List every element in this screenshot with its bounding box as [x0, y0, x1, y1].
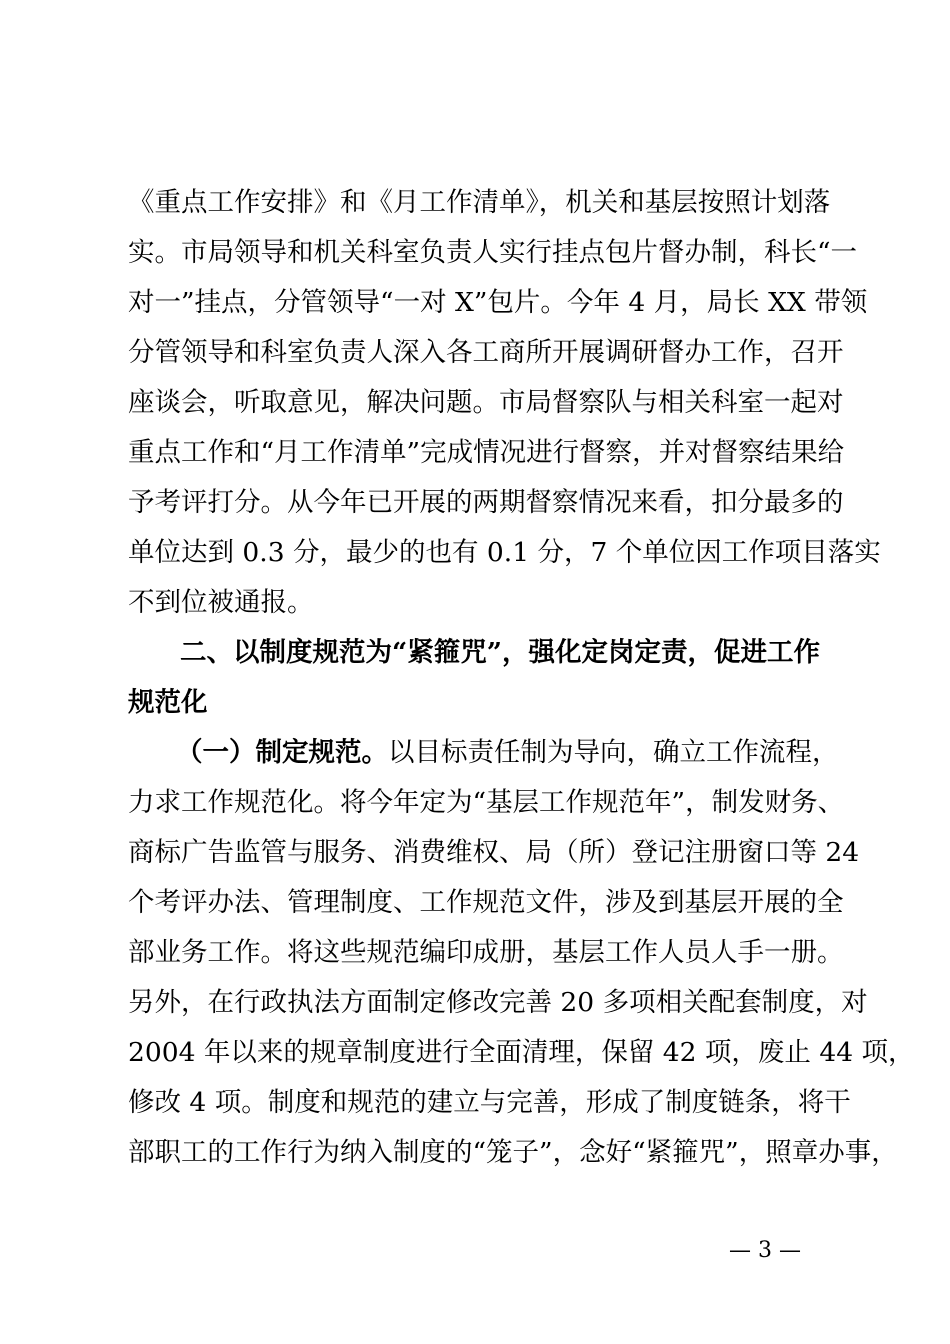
paragraph-line: 实。市局领导和机关科室负责人实行挂点包片督办制，科长“一	[128, 237, 858, 268]
paragraph-line: 商标广告监管与服务、消费维权、局（所）登记注册窗口等 24	[128, 837, 860, 868]
paragraph-line: 力求工作规范化。将今年定为“基层工作规范年”，制发财务、	[128, 787, 845, 818]
page-number: — 3 —	[729, 1238, 801, 1263]
paragraph-line: 个考评办法、管理制度、工作规范文件，涉及到基层开展的全	[128, 887, 844, 918]
paragraph-line: 另外，在行政执法方面制定修改完善 20 多项相关配套制度，对	[128, 987, 868, 1018]
paragraph-line: 单位达到 0.3 分，最少的也有 0.1 分，7 个单位因工作项目落实	[128, 537, 881, 568]
paragraph-line: 不到位被通报。	[128, 587, 314, 618]
subsection-heading: （一）制定规范。	[176, 737, 388, 768]
paragraph-first-line	[176, 728, 839, 778]
paragraph-line: 对一”挂点，分管领导“一对 X”包片。今年 4 月，局长 XX 带领	[128, 287, 868, 318]
paragraph-line: 重点工作和“月工作清单”完成情况进行督察，并对督察结果给	[128, 437, 845, 468]
paragraph-text: 以目标责任制为导向，确立工作流程，	[388, 737, 839, 768]
section-heading: 二、以制度规范为“紧箍咒”，强化定岗定责，促进工作	[180, 637, 820, 668]
paragraph-line: 座谈会，听取意见，解决问题。市局督察队与相关科室一起对	[128, 387, 844, 418]
paragraph-line: 《重点工作安排》和《月工作清单》，机关和基层按照计划落	[128, 187, 831, 218]
paragraph-line: 部业务工作。将这些规范编印成册，基层工作人员人手一册。	[128, 937, 844, 968]
paragraph-line: 2004 年以来的规章制度进行全面清理，保留 42 项，废止 44 项，	[128, 1037, 915, 1068]
section-heading-continuation: 规范化	[128, 687, 208, 718]
paragraph-line: 予考评打分。从今年已开展的两期督察情况来看，扣分最多的	[128, 487, 844, 518]
paragraph-line: 分管领导和科室负责人深入各工商所开展调研督办工作，召开	[128, 337, 844, 368]
paragraph-line: 部职工的工作行为纳入制度的“笼子”，念好“紧箍咒”，照章办事，	[128, 1137, 898, 1168]
paragraph-line: 修改 4 项。制度和规范的建立与完善，形成了制度链条，将干	[128, 1087, 851, 1118]
